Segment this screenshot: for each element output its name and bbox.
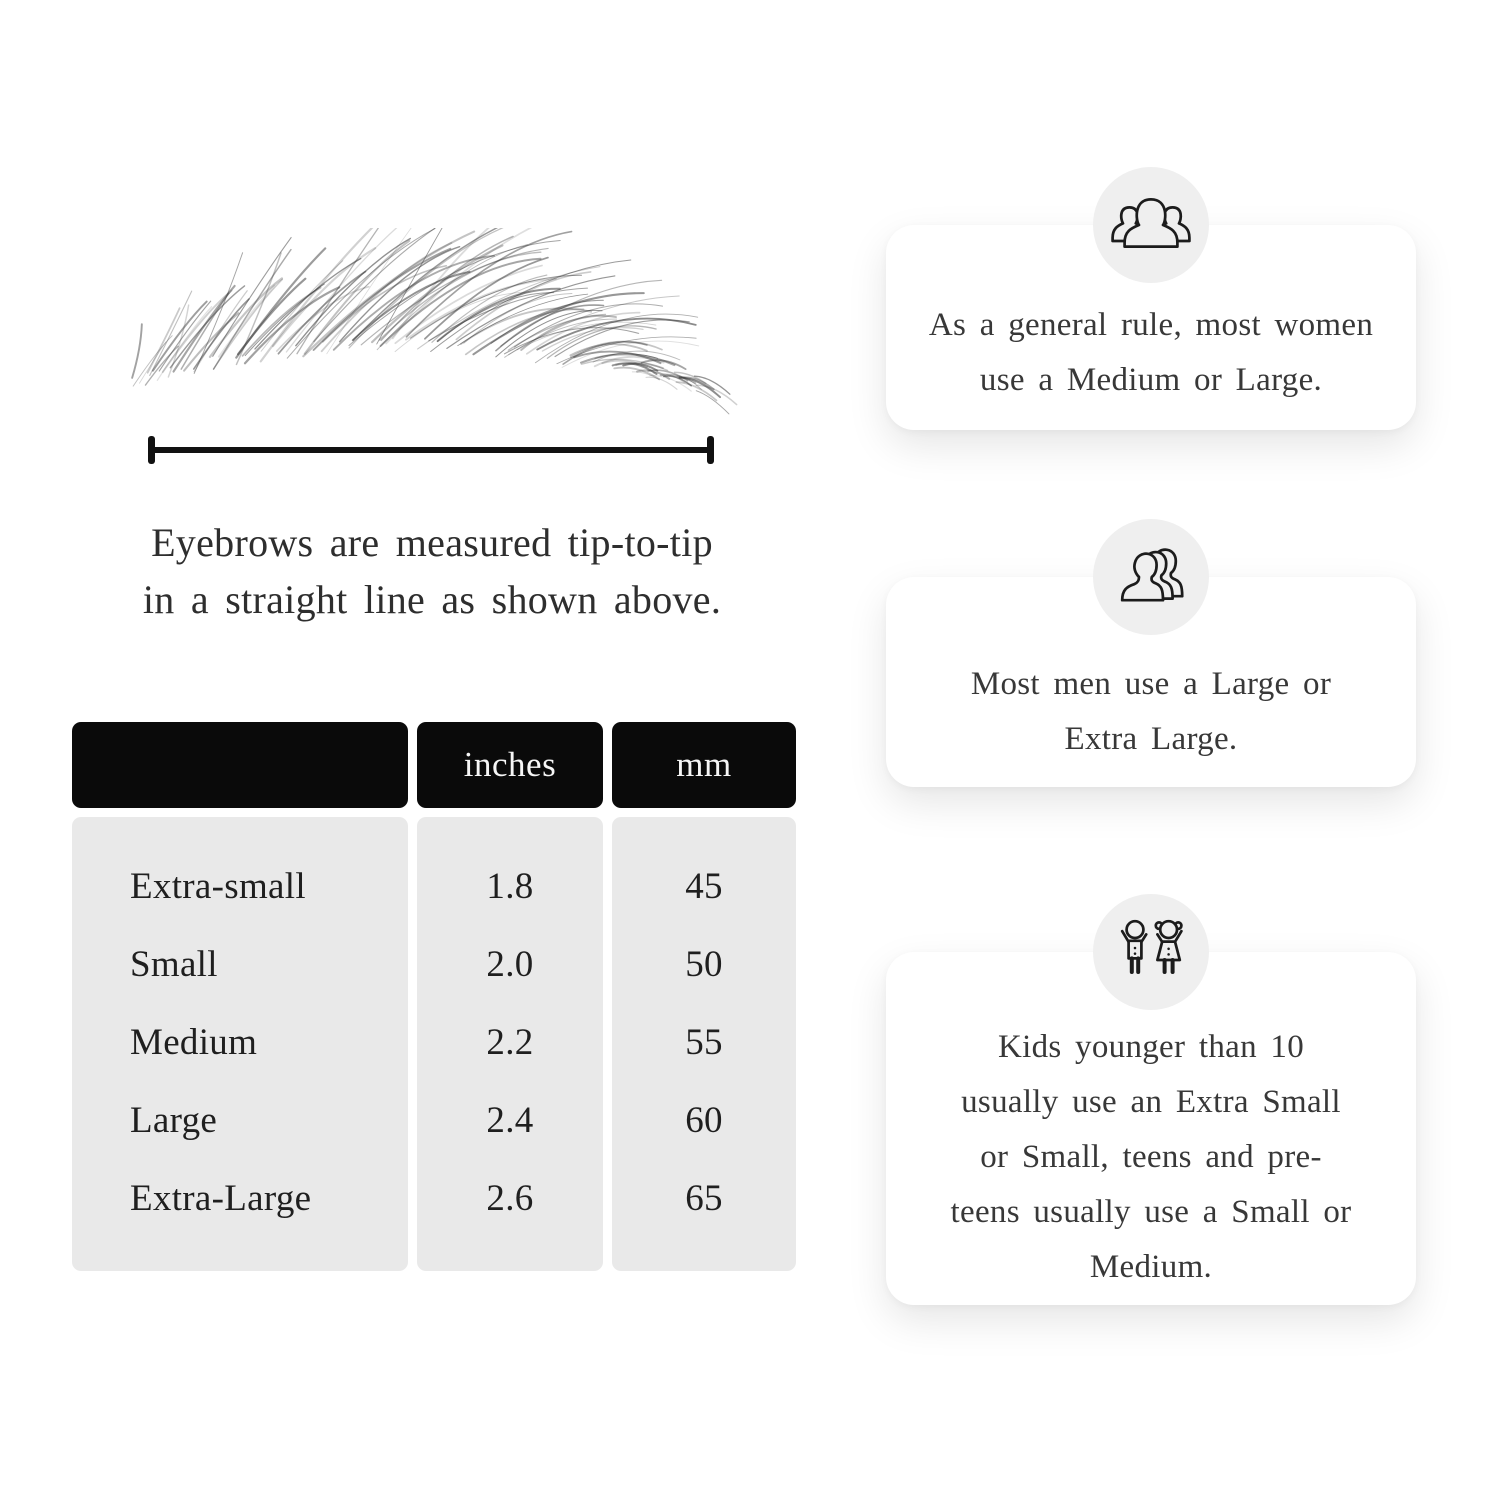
table-column-size-labels xyxy=(72,817,408,1271)
caption-line-1: Eyebrows are measured tip-to-tip xyxy=(151,520,713,565)
card-men-body xyxy=(886,577,1416,787)
table-cell-inches: 2.0 xyxy=(486,943,534,985)
measurement-caption xyxy=(108,514,756,628)
table-cell-inches: 2.4 xyxy=(486,1099,534,1141)
table-cell-mm: 45 xyxy=(685,865,723,907)
card-women-text: As a general rule, most women use a Medium or Large. xyxy=(928,306,1374,398)
table-header-size xyxy=(72,722,408,808)
card-men xyxy=(886,577,1416,787)
table-cell-mm: 55 xyxy=(685,1021,723,1063)
size-table xyxy=(72,722,796,1271)
line-endcap-right xyxy=(707,436,714,464)
table-cell-size-label: Extra-Large xyxy=(130,1177,312,1219)
card-kids xyxy=(886,952,1416,1305)
line-bar xyxy=(150,447,712,453)
table-cell-size-label: Extra-small xyxy=(130,865,306,907)
table-cell-inches: 2.6 xyxy=(486,1177,534,1219)
card-women xyxy=(886,225,1416,430)
table-header-inches: inches xyxy=(417,722,603,808)
table-cell-size-label: Small xyxy=(130,943,218,985)
table-cell-mm: 60 xyxy=(685,1099,723,1141)
card-women-body xyxy=(886,225,1416,430)
card-kids-body xyxy=(886,952,1416,1305)
table-cell-size-label: Medium xyxy=(130,1021,258,1063)
table-column-mm xyxy=(612,817,796,1271)
table-header-mm: mm xyxy=(612,722,796,808)
card-kids-text: Kids younger than 10 usually use an Extra Small or Small, teens and pre-teens usually use a Small or Medium. xyxy=(950,1029,1352,1285)
table-cell-mm: 65 xyxy=(685,1177,723,1219)
measurement-line xyxy=(148,436,714,464)
table-cell-size-label: Large xyxy=(130,1099,218,1141)
table-column-inches xyxy=(417,817,603,1271)
card-men-text: Most men use a Large or Extra Large. xyxy=(970,666,1332,757)
table-cell-inches: 2.2 xyxy=(486,1021,534,1063)
caption-line-2: in a straight line as shown above. xyxy=(142,577,722,622)
table-cell-inches: 1.8 xyxy=(486,865,534,907)
table-cell-mm: 50 xyxy=(685,943,723,985)
